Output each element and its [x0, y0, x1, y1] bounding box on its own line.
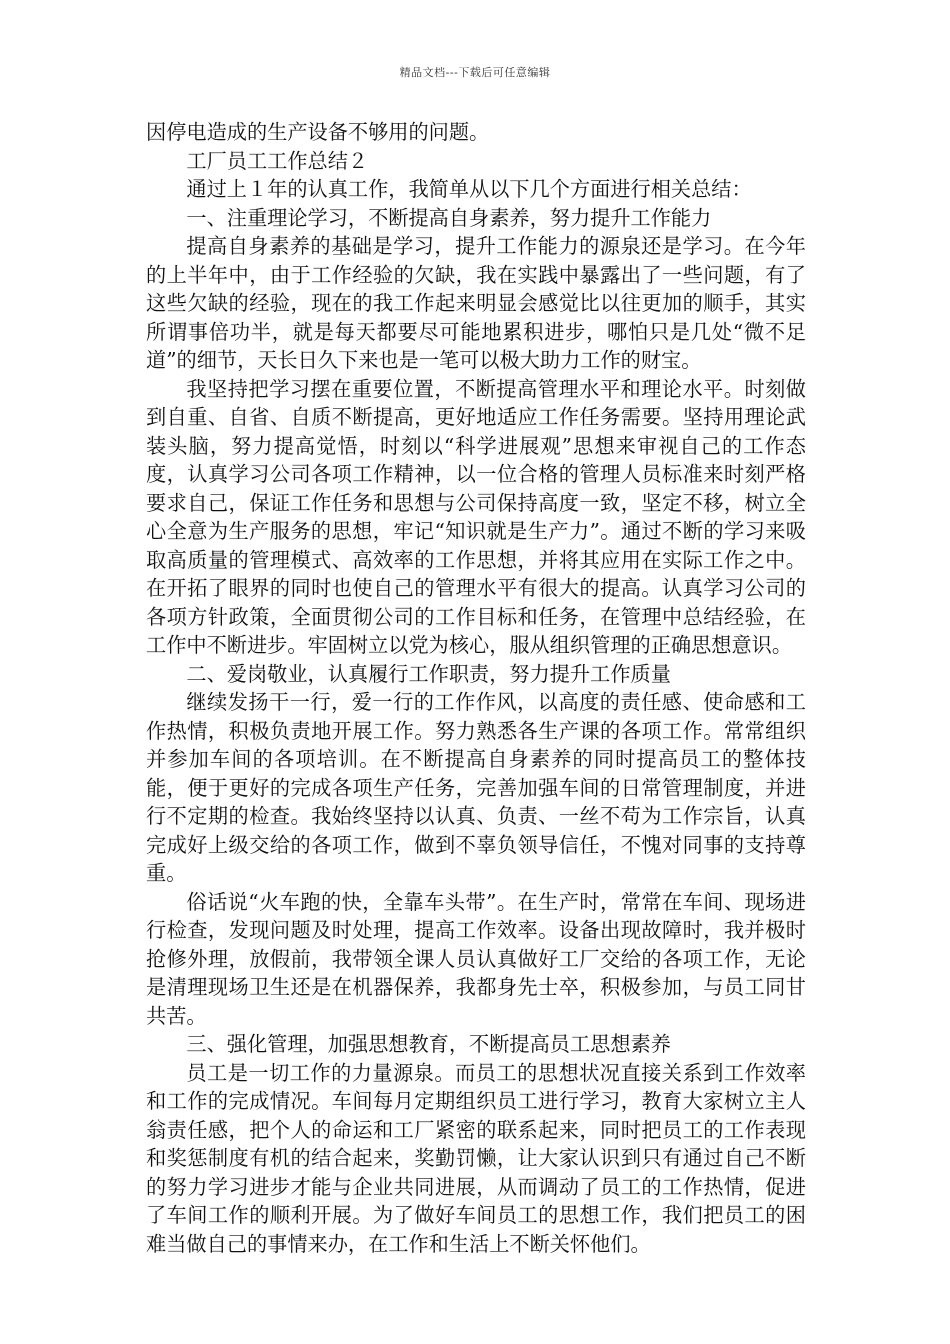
paragraph: 员工是一切工作的力量源泉。而员工的思想状况直接关系到工作效率和工作的完成情况。车间每月定期组织员工进行学习，教育大家树立主人翁责任感，把个人的命运和工厂紧密的联系起来，同时把员工的工作表现和奖惩制度有机的结合起来，奖勤罚懒，让大家认识到只有通过自己不断的努力学习进步才能与企业共同进展，从而调动了员工的工作热情，促进了车间工作的顺利开展。为了做好车间员工的思想工作，我们把员工的困难当做自己的事情来办，在工作和生活上不断关怀他们。 — [146, 1060, 806, 1256]
page-header: 精品文档---下载后可任意编辑 — [399, 66, 551, 79]
section-heading-1: 一、注重理论学习，不断提高自身素养，努力提升工作能力 — [186, 205, 712, 230]
section-heading-2: 二、爱岗敬业，认真履行工作职责，努力提升工作质量 — [186, 661, 671, 686]
document-body — [146, 118, 806, 1258]
paragraph: 提高自身素养的基础是学习，提升工作能力的源泉还是学习。在今年的上半年中，由于工作经验的欠缺，我在实践中暴露出了一些问题，有了这些欠缺的经验，现在的我工作起来明显会感觉比以往更加的顺手，其实所谓事倍功半，就是每天都要尽可能地累积进步，哪怕只是几处“微不足道”的细节，天长日久下来也是一笔可以极大助力工作的财宝。 — [146, 234, 806, 372]
paragraph: 俗话说“火车跑的快，全靠车头带”。在生产时，常常在车间、现场进行检查，发现问题及时处理，提高工作效率。设备出现故障时，我并极时抢修外理，放假前，我带领全课人员认真做好工厂交给的各项工作，无论是清理现场卫生还是在机器保养，我都身先士卒，积极参加，与员工同甘共苦。 — [146, 889, 806, 1028]
document-title: 工厂员工工作总结２ — [186, 148, 369, 173]
paragraph: 继续发扬干一行，爱一行的工作作风，以高度的责任感、使命感和工作热情，积极负责地开展工作。努力熟悉各生产课的各项工作。常常组织并参加车间的各项培训。在不断提高自身素养的同时提高员工的整体技能，便于更好的完成各项生产任务，完善加强车间的日常管理制度，并进行不定期的检查。我始终坚持以认真、负责、一丝不苟为工作宗旨，认真完成好上级交给的各项工作，做到不辜负领导信任，不愧对同事的支持尊重。 — [146, 690, 806, 885]
section-heading-3: 三、强化管理，加强思想教育，不断提高员工思想素养 — [186, 1032, 671, 1056]
paragraph: 我坚持把学习摆在重要位置，不断提高管理水平和理论水平。时刻做到自重、自省、自质不断提高，更好地适应工作任务需要。坚持用理论武装头脑，努力提高觉悟，时刻以“科学进展观”思想来审视自己的工作态度，认真学习公司各项工作精神，以一位合格的管理人员标准来时刻严格要求自己，保证工作任务和思想与公司保持高度一致，坚定不移，树立全心全意为生产服务的思想，牢记“知识就是生产力”。通过不断的学习来吸取高质量的管理模式、高效率的工作思想，并将其应用在实际工作之中。在开拓了眼界的同时也使自己的管理水平有很大的提高。认真学习公司的各项方针政策，全面贯彻公司的工作目标和任务，在管理中总结经验，在工作中不断进步。牢固树立以党为核心，服从组织管理的正确思想意识。 — [146, 376, 806, 657]
paragraph-continuation: 因停电造成的生产设备不够用的问题。 — [146, 120, 490, 144]
paragraph-intro: 通过上１年的认真工作，我简单从以下几个方面进行相关总结： — [186, 177, 752, 201]
